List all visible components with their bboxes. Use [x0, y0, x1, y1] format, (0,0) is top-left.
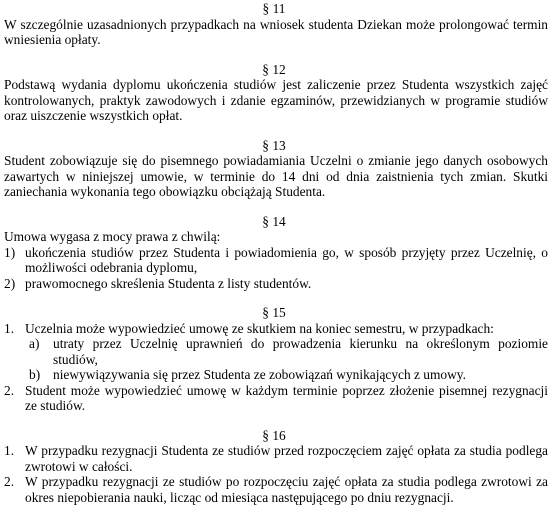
- section-heading-16: § 16: [262, 427, 286, 443]
- list-item-number: 1): [4, 244, 16, 260]
- sub-list-item-letter: b): [29, 367, 41, 382]
- section-11-text: W szczególnie uzasadnionych przypadkach na wniosek studenta Dziekan może prolongować termin wniesienia opłaty.: [4, 16, 548, 47]
- section-13-text: Student zobowiązuje się do pisemnego powiadamiania Uczelni o zmianie jego danych osobowych zawartych w niniejszej umowie, w terminie do 14 dni od dnia zaistnienia tych zmian. Skutki zaniechania wykonania tego obowiązku obciążają Studenta.: [4, 153, 548, 199]
- sub-list-item-letter: a): [29, 336, 40, 351]
- list-item: [4, 276, 548, 292]
- list-item: [4, 245, 548, 276]
- list-item-number: 2.: [4, 382, 15, 398]
- list-item-number: 2): [4, 275, 16, 291]
- section-heading-13: § 13: [262, 137, 286, 153]
- section-heading-14: § 14: [262, 213, 286, 229]
- sub-list-item: [4, 336, 548, 367]
- section-heading-12: § 12: [262, 61, 286, 77]
- list-item: [4, 474, 548, 505]
- section-12-text: Podstawą wydania dyplomu ukończenia studiów jest zaliczenie przez Studenta wszystkich zajęć kontrolowanych, praktyk zawodowych i zdanie egzaminów, przewidzianych w programie studiów oraz uiszczenie wszystkich opłat.: [4, 77, 548, 123]
- sub-list-item: [4, 367, 548, 383]
- list-item: [4, 443, 548, 474]
- list-item-text: W przypadku rezygnacji ze studiów po rozpoczęciu zajęć opłata za studia podlega zwrotowi za okres niepobierania nauki, licząc od miesiąca następującego po dniu rezygnacji.: [25, 474, 548, 505]
- list-item-number: 2.: [4, 474, 15, 489]
- list-item: [4, 383, 548, 414]
- list-item-text: Uczelnia może wypowiedzieć umowę ze skutkiem na koniec semestru, w przypadkach:: [25, 320, 494, 336]
- sub-list-item-text: niewywiązywania się przez Studenta ze zobowiązań wynikających z umowy.: [53, 367, 466, 382]
- list-item-text: Student może wypowiedzieć umowę w każdym terminie poprzez złożenie pisemnej rezygnacji ze studiów.: [25, 382, 548, 413]
- list-item-text: ukończenia studiów przez Studenta i powiadomienia go, w sposób przyjęty przez Uczelnię, o możliwości odebrania dyplomu,: [25, 244, 548, 275]
- list-item-number: 1.: [4, 320, 15, 336]
- sub-list-item-text: utraty przez Uczelnię uprawnień do prowadzenia kierunku na określonym poziomie studiów,: [53, 336, 548, 367]
- section-14-intro: Umowa wygasa z mocy prawa z chwilą:: [4, 229, 221, 244]
- section-heading-11: § 11: [262, 1, 286, 16]
- list-item-number: 1.: [4, 443, 15, 458]
- section-heading-15: § 15: [262, 305, 286, 320]
- list-item: [4, 321, 548, 337]
- list-item-text: prawomocnego skreślenia Studenta z listy studentów.: [25, 275, 312, 291]
- list-item-text: W przypadku rezygnacji Studenta ze studiów przed rozpoczęciem zajęć opłata za studia podlega zwrotowi w całości.: [25, 443, 548, 474]
